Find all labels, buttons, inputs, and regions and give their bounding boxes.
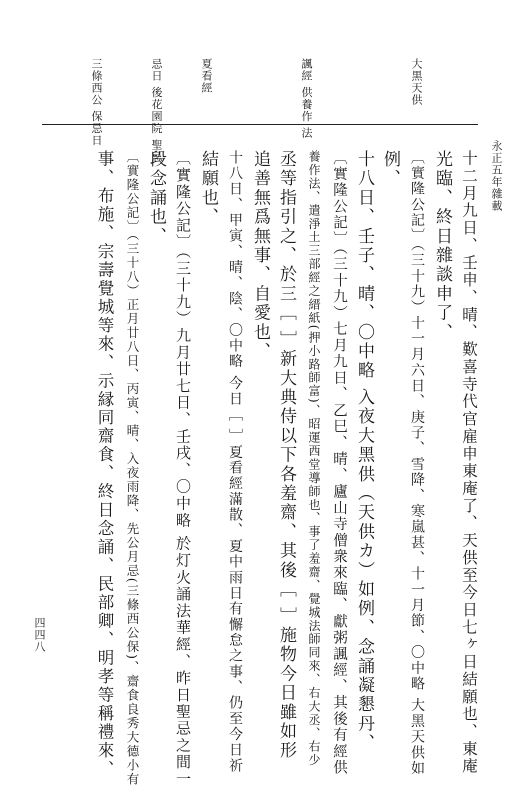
text-line-3: 〔實隆公記〕（三十九）十一月六日、庚子、雪降、寒嵐甚、十一月節、〇中略 大黑天供如 [409,150,425,777]
margin-caption-5: 三條西公 保忌日 [90,58,103,147]
margin-caption-3: 夏看經 [200,58,213,94]
text-line-8: 丞等指引之、於三［ ］新大典侍以下各羞齋、其後［ ］施物今日雖如形 [276,150,296,761]
margin-caption-4: 忌日 後花園院 聖忌 [150,58,163,163]
text-line-15: 事、布施、宗壽覺城等來、示縁同齋食、終日念誦、民部卿、明孝等稱禮來、 [95,150,114,779]
text-line-11: 結願也、 [198,150,218,227]
text-line-2: 光臨、終日雜談申了、 [432,150,452,342]
text-line-10: 十八日、甲寅、晴、陰、〇中略 今日［ ］夏看經滿散、夏中雨日有懈怠之事、仍至今日祈 [227,150,243,774]
text-line-1: 十二月九日、壬申、晴、歎喜寺代官雇申東庵了、天供至今日七ヶ日結願也、東庵 [460,150,478,775]
text-line-14: 〔實隆公記〕（三十八）正月廿八日、丙寅、晴、入夜雨降、先公月忌(三條西公保)、齋食良秀大德小有 [125,150,140,787]
text-line-9: 追善無爲無事、自愛也、 [250,150,270,362]
text-line-12: 〔實隆公記〕（三十九）九月廿七日、壬戌、〇中略 於灯火誦法華經、昨日聖忌之間一 [174,150,192,788]
page-running-title: 永正五年雜載 [490,140,503,212]
margin-caption-2: 諷經 供養作 法 [300,58,313,139]
text-line-4: 例、 [380,150,400,189]
text-line-6: 〔實隆公記〕（三十九）七月九日、乙巳、晴、廬山寺僧衆來臨、獻粥諷經、其後有經供 [331,150,347,777]
page-number: 四四八 [33,617,46,653]
text-line-13: 段念誦也、 [146,150,166,246]
text-line-7: 養作法、遣淨土三部經之縉紙(押小路師富)、昭運西堂導師也、事了羞齋、覺城法師同來、右大丞、右少 [307,150,321,768]
margin-caption-1: 大黒天供 [410,58,423,106]
header-rule [42,124,478,125]
text-line-5: 十八日、壬子、晴、〇中略 入夜大黑供（天供カ）如例、念誦凝懇丹、 [354,150,374,753]
